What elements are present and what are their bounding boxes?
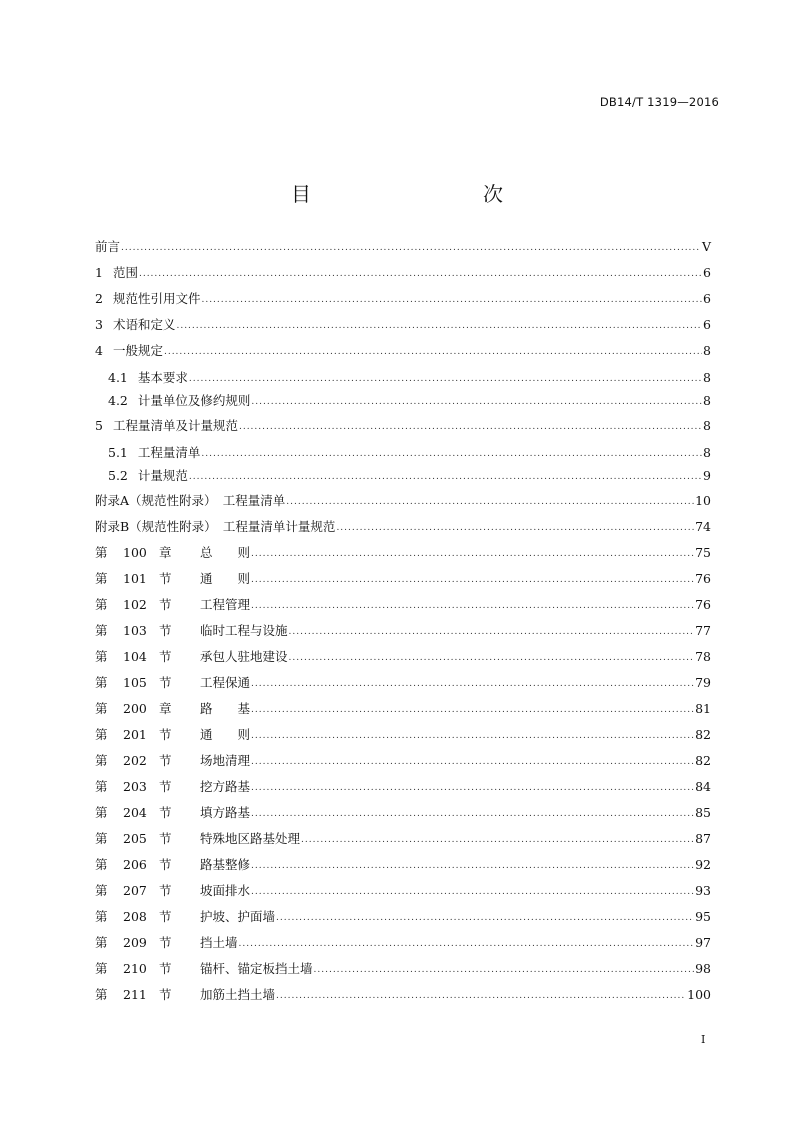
toc-entry-chapter[interactable] bbox=[95, 543, 711, 565]
toc-entry-page: 79 bbox=[695, 675, 711, 690]
toc-entry-number: 208 bbox=[123, 909, 147, 924]
toc-entry-label: 通 则 bbox=[200, 727, 251, 742]
toc-entry-prefix: 第 bbox=[95, 805, 108, 820]
toc-entry-section[interactable] bbox=[95, 933, 711, 955]
toc-entry-page: 95 bbox=[695, 909, 711, 924]
leader-dots bbox=[251, 700, 694, 715]
leader-dots bbox=[239, 417, 702, 432]
leader-dots bbox=[251, 804, 694, 819]
toc-entry-unit: 节 bbox=[159, 909, 172, 924]
toc-entry-prefix: 第 bbox=[95, 571, 108, 586]
toc-entry-number: 204 bbox=[123, 805, 147, 820]
leader-dots bbox=[189, 369, 702, 384]
toc-entry-label: 通 则 bbox=[200, 571, 251, 586]
toc-entry-number: 103 bbox=[123, 623, 147, 638]
toc-entry-prefix: 第 bbox=[95, 623, 108, 638]
leader-dots bbox=[239, 934, 695, 949]
toc-entry-label: 锚杆、锚定板挡土墙 bbox=[200, 961, 313, 976]
toc-entry-page: 98 bbox=[695, 961, 711, 976]
toc-entry-section[interactable] bbox=[95, 595, 711, 617]
toc-entry-foreword[interactable] bbox=[95, 237, 711, 259]
leader-dots bbox=[251, 392, 702, 407]
toc-entry-1[interactable] bbox=[95, 263, 711, 285]
toc-entry-page: 75 bbox=[695, 545, 711, 560]
toc-entry-label: 工程保通 bbox=[200, 675, 251, 690]
toc-entry-label: 工程量清单 bbox=[137, 445, 201, 460]
toc-entry-prefix: 第 bbox=[95, 857, 108, 872]
toc-entry-section[interactable] bbox=[95, 881, 711, 903]
toc-entry-prefix: 第 bbox=[95, 909, 108, 924]
toc-entry-page: 85 bbox=[695, 805, 711, 820]
toc-entry-prefix: 第 bbox=[95, 831, 108, 846]
toc-entry-section[interactable] bbox=[95, 569, 711, 591]
toc-entry-unit: 节 bbox=[159, 571, 172, 586]
toc-entry-label: 场地清理 bbox=[200, 753, 251, 768]
toc-entry-page: 100 bbox=[687, 987, 711, 1002]
toc-entry-number: 5 bbox=[95, 418, 103, 433]
toc-entry-label: 特殊地区路基处理 bbox=[200, 831, 301, 846]
toc-entry-number: 203 bbox=[123, 779, 147, 794]
toc-entry-label: 术语和定义 bbox=[112, 317, 176, 332]
toc-entry-section[interactable] bbox=[95, 829, 711, 851]
leader-dots bbox=[276, 986, 686, 1001]
toc-entry-prefix: 第 bbox=[95, 675, 108, 690]
leader-dots bbox=[176, 316, 702, 331]
toc-entry-prefix: 第 bbox=[95, 649, 108, 664]
leader-dots bbox=[286, 492, 694, 507]
toc-entry-label: 工程管理 bbox=[200, 597, 251, 612]
toc-entry-unit: 节 bbox=[159, 675, 172, 690]
toc-entry-prefix: 第 bbox=[95, 597, 108, 612]
toc-entry-label: 总 则 bbox=[200, 545, 251, 560]
toc-entry-section[interactable] bbox=[95, 907, 711, 929]
toc-entry-unit: 节 bbox=[159, 649, 172, 664]
toc-entry-page: 97 bbox=[695, 935, 711, 950]
toc-entry-prefix: 第 bbox=[95, 545, 108, 560]
toc-entry-4[interactable] bbox=[95, 341, 711, 363]
toc-entry-section[interactable] bbox=[95, 803, 711, 825]
leader-dots bbox=[164, 342, 702, 357]
toc-entry-page: 8 bbox=[703, 393, 711, 408]
toc-entry-page: 6 bbox=[703, 291, 711, 306]
toc-entry-label: 临时工程与设施 bbox=[200, 623, 288, 638]
toc-entry-number: 206 bbox=[123, 857, 147, 872]
leader-dots bbox=[201, 290, 702, 305]
toc-entry-number: 202 bbox=[123, 753, 147, 768]
leader-dots bbox=[251, 570, 694, 585]
toc-entry-prefix: 第 bbox=[95, 753, 108, 768]
toc-entry-label: 规范性引用文件 bbox=[112, 291, 201, 306]
toc-entry-page: 81 bbox=[695, 701, 711, 716]
toc-entry-4-2[interactable] bbox=[108, 391, 711, 413]
toc-entry-number: 1 bbox=[95, 265, 103, 280]
toc-entry-number: 211 bbox=[123, 987, 147, 1002]
toc-entry-chapter[interactable] bbox=[95, 699, 711, 721]
toc-entry-page: 82 bbox=[695, 753, 711, 768]
toc-entry-label: 挖方路基 bbox=[200, 779, 251, 794]
toc-entry-prefix: 第 bbox=[95, 961, 108, 976]
toc-entry-appendix-a[interactable] bbox=[95, 491, 711, 513]
toc-entry-section[interactable] bbox=[95, 777, 711, 799]
toc-entry-section[interactable] bbox=[95, 725, 711, 747]
toc-entry-number: 101 bbox=[123, 571, 147, 586]
toc-entry-label: 一般规定 bbox=[112, 343, 163, 358]
toc-entry-page: 74 bbox=[695, 519, 711, 534]
toc-entry-number: 102 bbox=[123, 597, 147, 612]
standard-code: DB14/T 1319—2016 bbox=[599, 95, 719, 109]
toc-entry-page: 87 bbox=[695, 831, 711, 846]
toc-entry-section[interactable] bbox=[95, 985, 711, 1007]
toc-entry-4-1[interactable] bbox=[108, 368, 711, 390]
toc-entry-unit: 节 bbox=[159, 935, 172, 950]
toc-entry-section[interactable] bbox=[95, 673, 711, 695]
toc-entry-3[interactable] bbox=[95, 315, 711, 337]
page-number: I bbox=[701, 1033, 706, 1046]
toc-entry-label: 附录B（规范性附录） 工程量清单计量规范 bbox=[95, 519, 336, 534]
toc-entry-label: 承包人驻地建设 bbox=[200, 649, 288, 664]
toc-entry-number: 210 bbox=[123, 961, 147, 976]
leader-dots bbox=[201, 444, 702, 459]
toc-entry-label: 路基整修 bbox=[200, 857, 251, 872]
toc-entry-unit: 节 bbox=[159, 961, 172, 976]
toc-entry-page: 8 bbox=[703, 370, 711, 385]
toc-entry-page: 8 bbox=[703, 418, 711, 433]
toc-entry-label: 坡面排水 bbox=[200, 883, 251, 898]
toc-entry-section[interactable] bbox=[95, 959, 711, 981]
toc-entry-number: 205 bbox=[123, 831, 147, 846]
toc-entry-unit: 节 bbox=[159, 727, 172, 742]
toc-entry-prefix: 第 bbox=[95, 883, 108, 898]
leader-dots bbox=[251, 674, 694, 689]
toc-entry-label: 填方路基 bbox=[200, 805, 251, 820]
toc-entry-prefix: 第 bbox=[95, 701, 108, 716]
toc-entry-number: 4 bbox=[95, 343, 103, 358]
toc-entry-number: 2 bbox=[95, 291, 103, 306]
leader-dots bbox=[301, 830, 694, 845]
leader-dots bbox=[314, 960, 695, 975]
toc-entry-number: 100 bbox=[123, 545, 147, 560]
toc-entry-section[interactable] bbox=[95, 855, 711, 877]
toc-entry-number: 201 bbox=[123, 727, 147, 742]
toc-entry-label: 工程量清单及计量规范 bbox=[112, 418, 238, 433]
toc-entry-page: 82 bbox=[695, 727, 711, 742]
toc-entry-unit: 节 bbox=[159, 805, 172, 820]
toc-entry-page: 76 bbox=[695, 597, 711, 612]
toc-entry-number: 200 bbox=[123, 701, 147, 716]
leader-dots bbox=[289, 648, 695, 663]
toc-entry-unit: 章 bbox=[159, 545, 172, 560]
toc-entry-unit: 章 bbox=[159, 701, 172, 716]
leader-dots bbox=[276, 908, 694, 923]
toc-entry-label: 基本要求 bbox=[137, 370, 188, 385]
leader-dots bbox=[251, 726, 694, 741]
toc-entry-number: 4.2 bbox=[108, 393, 128, 408]
toc-entry-page: 8 bbox=[703, 343, 711, 358]
toc-entry-unit: 节 bbox=[159, 753, 172, 768]
leader-dots bbox=[121, 238, 701, 253]
toc-entry-5-1[interactable] bbox=[108, 443, 711, 465]
toc-entry-label: 加筋土挡土墙 bbox=[200, 987, 276, 1002]
toc-entry-unit: 节 bbox=[159, 883, 172, 898]
toc-entry-unit: 节 bbox=[159, 987, 172, 1002]
toc-entry-number: 104 bbox=[123, 649, 147, 664]
leader-dots bbox=[139, 264, 702, 279]
toc-entry-number: 207 bbox=[123, 883, 147, 898]
toc-entry-5[interactable] bbox=[95, 416, 711, 438]
toc-entry-label: 挡土墙 bbox=[200, 935, 238, 950]
toc-entry-number: 4.1 bbox=[108, 370, 128, 385]
toc-entry-page: 6 bbox=[703, 317, 711, 332]
toc-entry-prefix: 第 bbox=[95, 727, 108, 742]
toc-entry-number: 5.1 bbox=[108, 445, 128, 460]
toc-entry-page: 92 bbox=[695, 857, 711, 872]
toc-entry-label: 路 基 bbox=[200, 701, 251, 716]
toc-entry-2[interactable] bbox=[95, 289, 711, 311]
toc-entry-unit: 节 bbox=[159, 831, 172, 846]
leader-dots bbox=[336, 518, 694, 533]
leader-dots bbox=[251, 752, 694, 767]
leader-dots bbox=[251, 778, 694, 793]
toc-entry-unit: 节 bbox=[159, 623, 172, 638]
leader-dots bbox=[251, 856, 694, 871]
toc-entry-page: 76 bbox=[695, 571, 711, 586]
toc-entry-label: 范围 bbox=[112, 265, 138, 280]
leader-dots bbox=[251, 544, 694, 559]
toc-entry-label: 计量规范 bbox=[137, 468, 188, 483]
toc-entry-page: V bbox=[701, 239, 711, 254]
toc-entry-number: 3 bbox=[95, 317, 103, 332]
toc-entry-label: 附录A（规范性附录） 工程量清单 bbox=[95, 493, 286, 508]
toc-entry-5-2[interactable] bbox=[108, 466, 711, 488]
leader-dots bbox=[189, 467, 702, 482]
toc-entry-page: 93 bbox=[695, 883, 711, 898]
toc-entry-number: 5.2 bbox=[108, 468, 128, 483]
toc-entry-page: 10 bbox=[695, 493, 711, 508]
toc-entry-label: 前言 bbox=[95, 239, 121, 254]
toc-entry-page: 77 bbox=[695, 623, 711, 638]
toc-entry-label: 计量单位及修约规则 bbox=[137, 393, 251, 408]
toc-entry-appendix-b[interactable] bbox=[95, 517, 711, 539]
toc-entry-unit: 节 bbox=[159, 597, 172, 612]
toc-entry-page: 9 bbox=[703, 468, 711, 483]
toc-entry-section[interactable] bbox=[95, 647, 711, 669]
toc-entry-number: 209 bbox=[123, 935, 147, 950]
toc-entry-prefix: 第 bbox=[95, 987, 108, 1002]
toc-entry-unit: 节 bbox=[159, 779, 172, 794]
leader-dots bbox=[251, 882, 694, 897]
page-title: 目 次 bbox=[291, 182, 547, 206]
toc-entry-page: 8 bbox=[703, 445, 711, 460]
toc-entry-page: 6 bbox=[703, 265, 711, 280]
toc-entry-page: 84 bbox=[695, 779, 711, 794]
toc-entry-prefix: 第 bbox=[95, 779, 108, 794]
toc-entry-label: 护坡、护面墙 bbox=[200, 909, 276, 924]
toc-entry-section[interactable] bbox=[95, 621, 711, 643]
leader-dots bbox=[289, 622, 695, 637]
toc-entry-unit: 节 bbox=[159, 857, 172, 872]
toc-entry-number: 105 bbox=[123, 675, 147, 690]
toc-entry-section[interactable] bbox=[95, 751, 711, 773]
leader-dots bbox=[251, 596, 694, 611]
toc-entry-page: 78 bbox=[695, 649, 711, 664]
toc-entry-prefix: 第 bbox=[95, 935, 108, 950]
